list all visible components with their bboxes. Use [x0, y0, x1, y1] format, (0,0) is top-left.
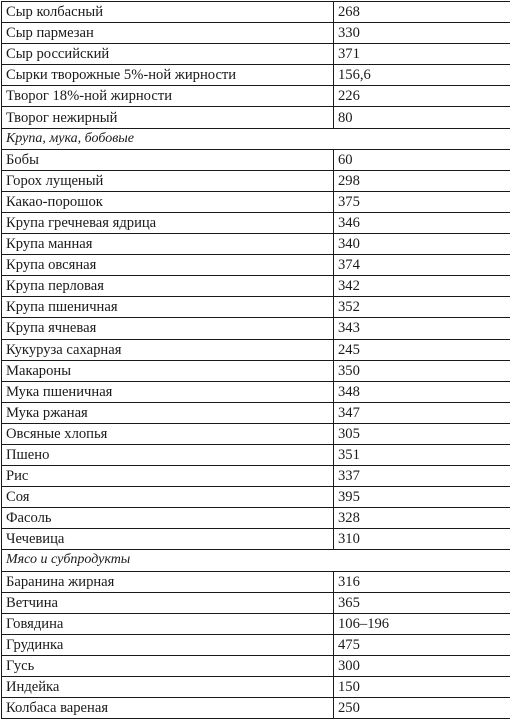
table-row	[2, 191, 510, 212]
calorie-value-cell: 330	[334, 23, 510, 44]
calorie-value-cell: 347	[334, 402, 510, 423]
table-row	[2, 487, 510, 508]
product-name-cell: Пшено	[2, 444, 334, 465]
product-name-cell: Грудинка	[2, 634, 334, 655]
product-name-cell: Крупа пшеничная	[2, 297, 334, 318]
table-row	[2, 508, 510, 529]
product-name-cell: Крупа овсяная	[2, 255, 334, 276]
table-row	[2, 107, 510, 128]
product-name-cell: Крупа манная	[2, 234, 334, 255]
product-name-cell: Колбаса вареная	[2, 698, 334, 719]
product-name-cell: Ветчина	[2, 592, 334, 613]
section-heading: Мясо и субпродукты	[2, 550, 510, 571]
product-name-cell: Говядина	[2, 613, 334, 634]
table-body	[2, 2, 510, 719]
product-name-cell: Мука ржаная	[2, 402, 334, 423]
calorie-value-cell: 343	[334, 318, 510, 339]
table-row	[2, 634, 510, 655]
product-name-cell: Гусь	[2, 655, 334, 676]
table-row	[2, 444, 510, 465]
calorie-value-cell: 337	[334, 466, 510, 487]
product-name-cell: Кукуруза сахарная	[2, 339, 334, 360]
calorie-value-cell: 395	[334, 487, 510, 508]
table-row	[2, 339, 510, 360]
product-name-cell: Творог 18%-ной жирности	[2, 86, 334, 107]
calorie-value-cell: 365	[334, 592, 510, 613]
table-row	[2, 44, 510, 65]
table-row	[2, 423, 510, 444]
calorie-value-cell: 350	[334, 360, 510, 381]
table-row	[2, 655, 510, 676]
table-row	[2, 276, 510, 297]
calorie-value-cell: 156,6	[334, 65, 510, 86]
product-name-cell: Сыр пармезан	[2, 23, 334, 44]
calorie-value-cell: 475	[334, 634, 510, 655]
table-row	[2, 318, 510, 339]
product-name-cell: Индейка	[2, 677, 334, 698]
calorie-table	[1, 1, 510, 719]
calorie-value-cell: 106–196	[334, 613, 510, 634]
calorie-value-cell: 226	[334, 86, 510, 107]
section-row	[2, 550, 510, 571]
calorie-value-cell: 374	[334, 255, 510, 276]
calorie-value-cell: 348	[334, 381, 510, 402]
product-name-cell: Овсяные хлопья	[2, 423, 334, 444]
product-name-cell: Бобы	[2, 149, 334, 170]
calorie-value-cell: 245	[334, 339, 510, 360]
calorie-value-cell: 298	[334, 170, 510, 191]
product-name-cell: Сырки творожные 5%-ной жирности	[2, 65, 334, 86]
table-row	[2, 255, 510, 276]
product-name-cell: Сыр колбасный	[2, 2, 334, 23]
table-row	[2, 698, 510, 719]
product-name-cell: Творог нежирный	[2, 107, 334, 128]
calorie-value-cell: 310	[334, 529, 510, 550]
calorie-value-cell: 268	[334, 2, 510, 23]
table-row	[2, 2, 510, 23]
table-row	[2, 149, 510, 170]
calorie-value-cell: 371	[334, 44, 510, 65]
table-row	[2, 234, 510, 255]
calorie-value-cell: 328	[334, 508, 510, 529]
product-name-cell: Горох лущеный	[2, 170, 334, 191]
calorie-value-cell: 60	[334, 149, 510, 170]
calorie-value-cell: 150	[334, 677, 510, 698]
table-row	[2, 402, 510, 423]
table-row	[2, 86, 510, 107]
product-name-cell: Рис	[2, 466, 334, 487]
product-name-cell: Мука пшеничная	[2, 381, 334, 402]
table-row	[2, 613, 510, 634]
table-row	[2, 212, 510, 233]
table-row	[2, 23, 510, 44]
table-row	[2, 571, 510, 592]
calorie-value-cell: 305	[334, 423, 510, 444]
calorie-value-cell: 342	[334, 276, 510, 297]
product-name-cell: Какао-порошок	[2, 191, 334, 212]
section-row	[2, 128, 510, 149]
product-name-cell: Баранина жирная	[2, 571, 334, 592]
calorie-value-cell: 351	[334, 444, 510, 465]
table-row	[2, 529, 510, 550]
product-name-cell: Крупа перловая	[2, 276, 334, 297]
table-row	[2, 360, 510, 381]
calorie-value-cell: 250	[334, 698, 510, 719]
section-heading: Крупа, мука, бобовые	[2, 128, 510, 149]
calorie-value-cell: 316	[334, 571, 510, 592]
product-name-cell: Макароны	[2, 360, 334, 381]
product-name-cell: Крупа гречневая ядрица	[2, 212, 334, 233]
table-row	[2, 170, 510, 191]
product-name-cell: Фасоль	[2, 508, 334, 529]
product-name-cell: Крупа ячневая	[2, 318, 334, 339]
table-row	[2, 592, 510, 613]
table-row	[2, 381, 510, 402]
table-row	[2, 466, 510, 487]
calorie-value-cell: 346	[334, 212, 510, 233]
table-row	[2, 65, 510, 86]
calorie-value-cell: 80	[334, 107, 510, 128]
calorie-value-cell: 340	[334, 234, 510, 255]
calorie-value-cell: 300	[334, 655, 510, 676]
product-name-cell: Чечевица	[2, 529, 334, 550]
table-row	[2, 677, 510, 698]
calorie-value-cell: 352	[334, 297, 510, 318]
product-name-cell: Сыр российский	[2, 44, 334, 65]
product-name-cell: Соя	[2, 487, 334, 508]
calorie-value-cell: 375	[334, 191, 510, 212]
table-row	[2, 297, 510, 318]
